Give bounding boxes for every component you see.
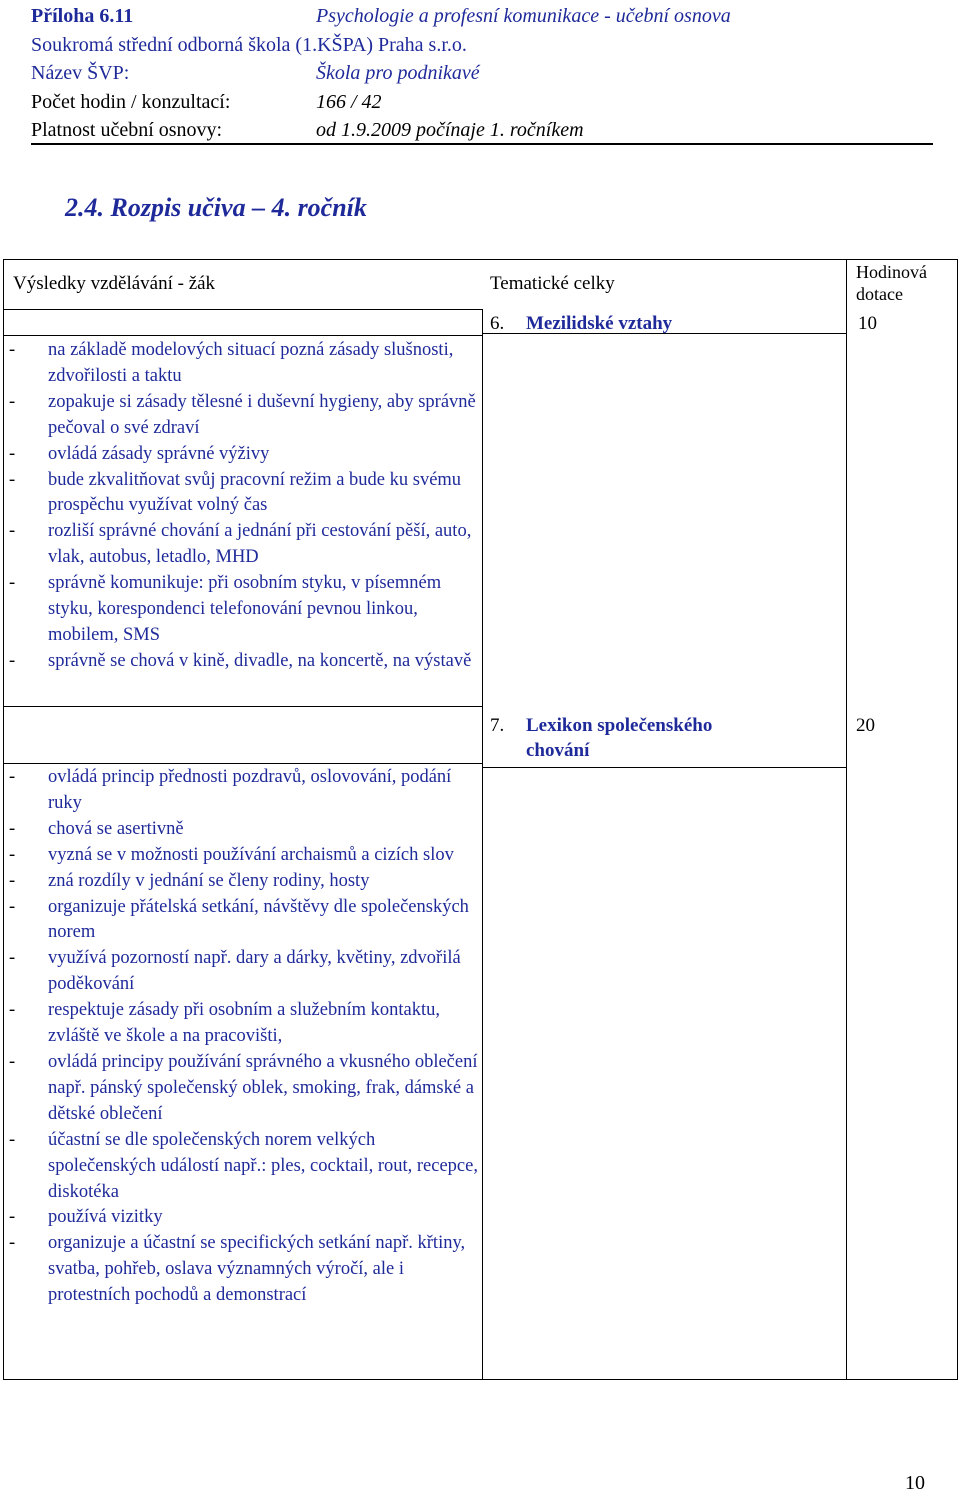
topic-number: 7. [490,715,505,736]
page-number: 10 [905,1472,925,1494]
topic-6 [490,311,672,336]
topic-number: 6. [490,313,505,334]
block2-top-rule [3,763,482,764]
section-title: 2.4. Rozpis učiva – 4. ročník [65,193,367,222]
validity-label: Platnost učební osnovy: [31,119,223,141]
header-row-1 [31,2,931,31]
hours-value: 10 [858,313,877,334]
list-item: - účastní se dle společenských norem velkých společenských událostí např.: ples, cocktail, rout, recepce, diskotéka [9,1128,479,1206]
list-item: - bude zkvalitňovat svůj pracovní režim a bude ku svému prospěchu využívat volný čas [9,468,479,520]
list-item: - na základě modelových situací pozná zásady slušnosti, zdvořilosti a taktu [9,338,479,390]
header-row-5 [31,116,931,145]
appendix-label: Příloha 6.11 [31,5,134,27]
column-divider-1 [482,309,483,1380]
list-item: - respektuje zásady při osobním a služebním kontaktu, zvláště ve škole a na pracovišti, [9,998,479,1050]
topic-title: Lexikon společenského chování [526,715,713,761]
list-item: - zná rozdíly v jednání se členy rodiny, hosty [9,869,479,895]
column-header-outcomes: Výsledky vzdělávání - žák [13,273,216,294]
header-row-2 [31,31,931,60]
document-header [31,2,931,145]
column-header-topics: Tematické celky [490,273,615,294]
validity-value: od 1.9.2009 počínaje 1. ročníkem [316,119,584,141]
list-item: - ovládá zásady správné výživy [9,442,479,468]
list-item: - organizuje přátelská setkání, návštěvy dle společenských norem [9,895,479,947]
column-header-hours: Hodinová dotace [856,262,927,304]
hours-value: 166 / 42 [316,90,382,113]
block1-bottom-rule [3,706,482,707]
hours-value: 20 [856,715,875,736]
list-item: - používá vizitky [9,1205,479,1231]
block1-top-rule [3,335,482,336]
list-item: - ovládá principy používání správného a vkusného oblečení např. pánský společenský oblek, smoking, frak, dámské a dětské oblečení [9,1050,479,1128]
topic-7 [490,713,790,763]
header-row-3 [31,59,931,88]
list-item: - ovládá princip přednosti pozdravů, oslovování, podání ruky [9,765,479,817]
block2-topic-rule [482,767,846,768]
column-divider-2 [846,259,847,1380]
svp-label: Název ŠVP: [31,62,130,84]
list-item: - organizuje a účastní se specifických setkání např. křtiny, svatba, pohřeb, oslava významných výročí, ale i protestních pochodů a demonstrací [9,1231,479,1309]
list-item: - správně komunikuje: při osobním styku, v písemném styku, korespondenci telefonování pevnou linkou, mobilem, SMS [9,571,479,649]
list-item: - rozliší správné chování a jednání při cestování pěší, auto, vlak, autobus, letadlo, MHD [9,519,479,571]
header-row-4 [31,88,931,117]
svp-value: Škola pro podnikavé [316,62,480,84]
header-divider [31,143,933,145]
header-rule-left [3,309,482,310]
subject-title: Psychologie a profesní komunikace - učební osnova [316,5,731,27]
topic-title: Mezilidské vztahy [526,313,673,334]
list-item: - zopakuje si zásady tělesné i duševní hygieny, aby správně pečoval o své zdraví [9,390,479,442]
list-item: - využívá pozorností např. dary a dárky, květiny, zdvořilá poděkování [9,946,479,998]
school-name: Soukromá střední odborná škola (1.KŠPA) Praha s.r.o. [31,33,467,56]
outcomes-list [9,338,479,675]
hours-label: Počet hodin / konzultací: [31,90,231,113]
outcomes-list [9,765,479,1309]
list-item: - chová se asertivně [9,817,479,843]
list-item: - správně se chová v kině, divadle, na koncertě, na výstavě [9,649,479,675]
list-item: - vyzná se v možnosti používání archaismů a cizích slov [9,843,479,869]
